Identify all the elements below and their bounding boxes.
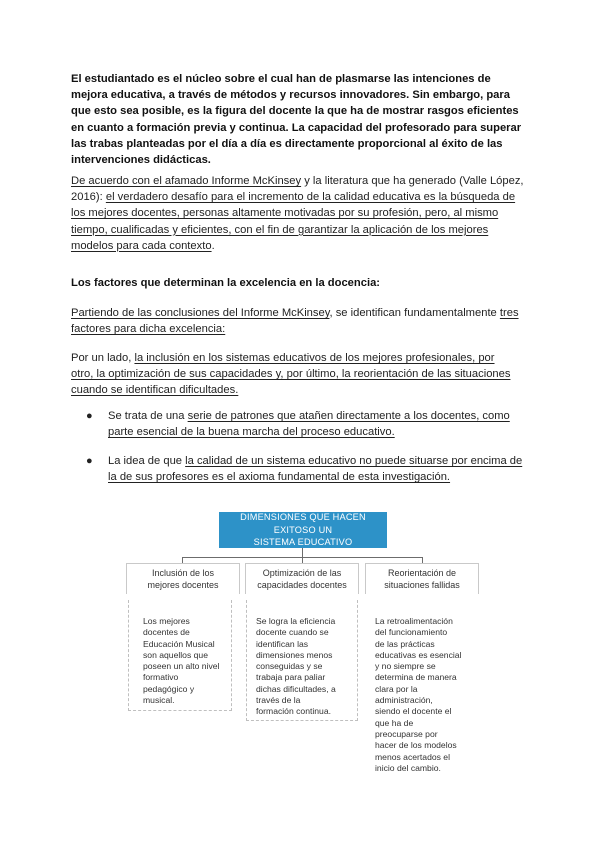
desc-line: conseguidas y se: [256, 661, 323, 672]
desc-line: Se logra la eficiencia: [256, 616, 336, 626]
bullet-item: [108, 408, 533, 440]
underlined-text: parte esencial de la buena marcha del proceso educativo.: [108, 426, 395, 439]
underlined-text: modelos para cada contexto: [71, 239, 212, 252]
desc-line: y no siempre se: [375, 661, 436, 672]
diagram-title: [219, 512, 387, 548]
text-span: y la literatura que ha generado (Valle López,: [301, 175, 524, 187]
section-heading: Los factores que determinan la excelencia en la docencia:: [71, 277, 381, 289]
desc-line: de las prácticas: [375, 638, 435, 649]
underlined-text: tres: [499, 307, 519, 319]
underlined-text: el verdadero desafío para el incremento de la calidad educativa es la búsqueda de: [105, 191, 516, 204]
bullet-icon: ●: [86, 455, 93, 467]
category-line: situaciones fallidas: [384, 580, 460, 590]
text-span: Se trata de una: [108, 410, 188, 422]
intro-line: las trabas planteadas por el día a día es directamente proporcional al éxito de las: [71, 137, 503, 150]
desc-line: inicio del cambio.: [375, 762, 441, 773]
desc-line: del funcionamiento: [375, 627, 448, 638]
underlined-text: la de sus profesores es el axioma fundamental de esta investigación.: [108, 471, 451, 484]
desc-line: que ha de: [375, 717, 414, 728]
mckinsey-paragraph: [71, 173, 541, 254]
underlined-text: otro, la optimización de sus capacidades y, por último, la reorientación de las situaciones: [71, 368, 511, 381]
factors-paragraph: [71, 305, 541, 337]
desc-line: La retroalimentación: [375, 616, 453, 626]
diagram-category: [365, 563, 479, 594]
intro-line: intervenciones didácticas.: [71, 154, 211, 167]
desc-line: musical.: [143, 695, 175, 706]
desc-line: hacer de los modelos: [375, 740, 457, 751]
intro-line: mejora educativa, a través de métodos y recursos innovadores. Sin embargo, para: [71, 89, 510, 102]
desc-line: identifican las: [256, 638, 309, 649]
desc-line: administración,: [375, 695, 433, 706]
bullet-icon: ●: [86, 410, 93, 422]
mckinsey-ref: De acuerdo con el afamado Informe McKinsey: [71, 175, 302, 187]
text-span: .: [211, 239, 215, 252]
inclusion-paragraph: [71, 350, 541, 399]
text-span: Por un lado,: [71, 352, 135, 364]
diagram-description: [143, 616, 228, 706]
desc-line: dimensiones menos: [256, 649, 333, 660]
diagram-title-line: SISTEMA EDUCATIVO: [253, 537, 353, 548]
diagram-category: [126, 563, 240, 594]
desc-line: docente cuando se: [256, 627, 329, 638]
desc-line: docentes de: [143, 627, 190, 638]
desc-line: poseen un alto nivel: [143, 661, 220, 672]
desc-line: son aquellos que: [143, 649, 208, 660]
desc-line: trabaja para paliar: [256, 672, 326, 683]
diagram-description: [375, 616, 475, 774]
underlined-text: serie de patrones que atañen directamente a los docentes, como: [187, 410, 510, 422]
desc-line: determina de manera: [375, 672, 457, 683]
underlined-text: factores para dicha excelencia:: [71, 323, 226, 336]
desc-line: Educación Musical: [143, 638, 215, 649]
diagram-description: [256, 616, 354, 718]
desc-line: Los mejores: [143, 616, 190, 626]
text-span: , se identifican fundamentalmente: [329, 307, 500, 319]
desc-line: siendo el docente el: [375, 706, 452, 717]
text-span: La idea de que: [108, 455, 186, 467]
category-line: Inclusión de los: [151, 568, 215, 578]
underlined-text: la inclusión en los sistemas educativos de los mejores profesionales, por: [134, 352, 495, 364]
desc-line: educativas es esencial: [375, 649, 462, 660]
desc-line: clara por la: [375, 683, 418, 694]
underlined-text: Partiendo de las conclusiones del Informe McKinsey: [71, 307, 330, 319]
underlined-text: la calidad de un sistema educativo no puede situarse por encima de: [185, 455, 523, 467]
category-line: Reorientación de: [387, 568, 457, 578]
category-line: mejores docentes: [147, 580, 219, 590]
desc-line: formación continua.: [256, 706, 331, 717]
category-line: Optimización de las: [262, 568, 342, 578]
diagram-title-line: DIMENSIONES QUE HACEN EXITOSO UN: [240, 512, 366, 535]
desc-line: preocuparse por: [375, 728, 438, 739]
intro-line: en cuanto a formación previa y continua. La capacidad del profesorado para superar: [71, 121, 522, 134]
desc-line: través de la: [256, 695, 301, 706]
desc-line: formativo: [143, 672, 179, 683]
category-line: capacidades docentes: [257, 580, 347, 590]
diagram-category: [245, 563, 359, 594]
text-span: 2016):: [71, 191, 106, 204]
bullet-item: [108, 453, 533, 485]
desc-line: dichas dificultades, a: [256, 683, 336, 694]
desc-line: pedagógico y: [143, 683, 195, 694]
underlined-text: los mejores docentes, personas altamente motivadas por su profesión, pero, al mismo: [71, 207, 499, 220]
intro-line: El estudiantado es el núcleo sobre el cual han de plasmarse las intenciones de: [71, 73, 491, 85]
underlined-text: cuando se identifican dificultades.: [71, 384, 239, 397]
intro-line: que esto sea posible, es la figura del docente la que ha de mostrar rasgos eficientes: [71, 105, 519, 118]
underlined-text: tiempo, cualificadas y eficientes, con el fin de garantizar la aplicación de los mejores: [71, 223, 489, 236]
desc-line: menos acertados el: [375, 751, 450, 762]
intro-paragraph: [71, 71, 541, 168]
